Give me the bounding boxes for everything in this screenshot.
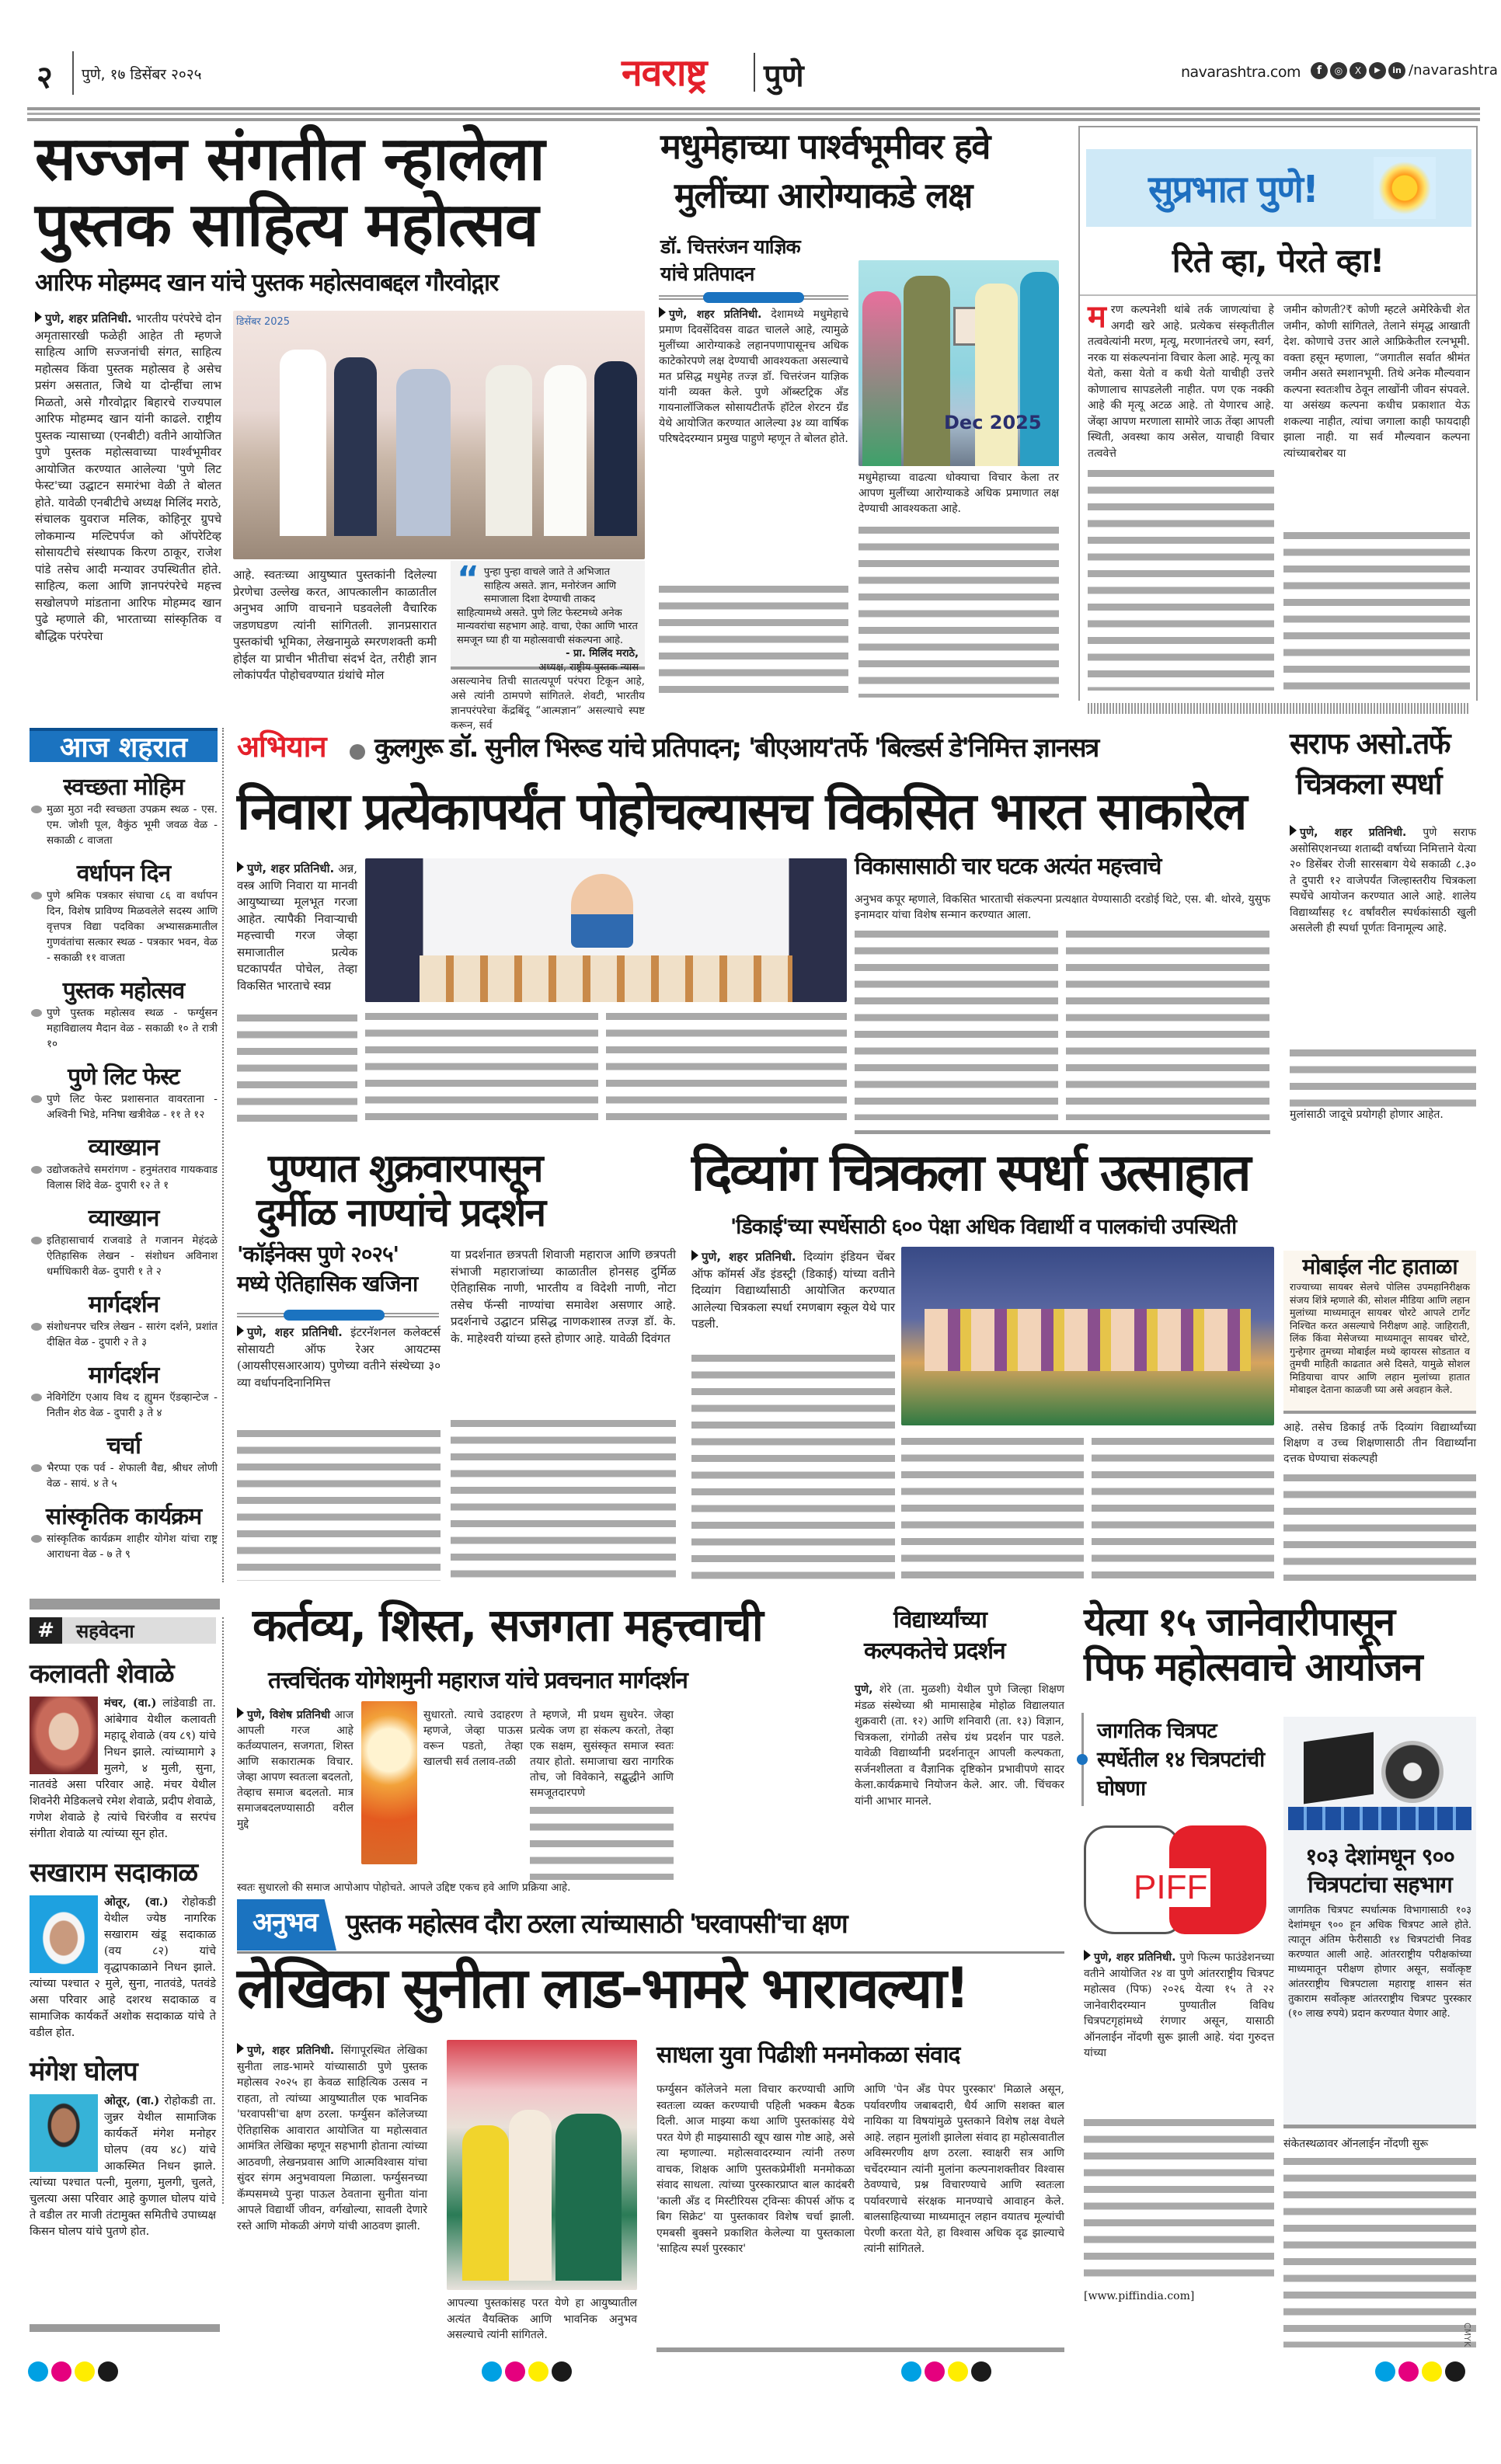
social-icons [1311,62,1405,79]
website-link[interactable]: navarashtra.com [1181,64,1301,81]
lead-headline-2[interactable]: पुस्तक साहित्य महोत्सव [35,190,538,260]
divyang-headline[interactable]: दिव्यांग चित्रकला स्पर्धा उत्साहात [691,1143,1249,1202]
diabetes-byline-2: यांचे प्रतिपादन [660,263,754,285]
body-text: इंटरनॅशनल कलेक्टर्स सोसायटी ऑफ रेअर आयटम्स (आयसीएसआरआय) पुणेच्या वतीने संस्थेच्या ३० व्या वर्धापनदिनानिमित्त [237,1325,441,1390]
obituary-text: लांडेवाडी ता. आंबेगाव येथील कलावती महादू शेवाळे (वय ८९) यांचे निधन झाले. त्यांच्यामागे ३ मुलगे, ४ मुली, सुना, नातवंडे असा परिवार आहे. मंचर येथील शिवनेरी मेडिकलचे रमेश शेवाळे, प्रदीप शेवाळे, गणेश शेवाळे हे त्यांचे चिरंजीव व सरपंच संगीता शेवाळे या त्यांच्या सून होत. [30,1697,216,1840]
duty-tail: स्वतः सुधारलो की समाज आपोआप पोहोचते. आपले उद्दिष्ट एकच हवे आणि प्रक्रिया आहे. [237,1881,571,1894]
author-headline[interactable]: लेखिका सुनीता लाड-भामरे भारावल्या! [237,1955,968,2020]
sun-icon [1374,157,1436,219]
author-kicker: पुस्तक महोत्सव दौरा ठरला त्यांच्यासाठी 'घरवापसी'चा क्षण [346,1909,847,1940]
logo[interactable]: नवराष्ट्र [622,51,707,95]
dateline: पुणे, शहर प्रतिनिधी. [247,1325,343,1339]
body-text: पुणे फिल्म फाउंडेशनच्या वतीने आयोजित २४ वा पुणे आंतरराष्ट्रीय चित्रपट महोत्सव (पिफ) २०२६ येत्या १५ ते २२ जानेवारीदरम्यान पुण्यातील विविध चित्रपटगृहांमध्ये रंगणार असून, यासाठी ऑनलाईन नोंदणी सुरू झाली आहे. यंदा गुरुदत्त यांच्या [1084,1951,1275,2059]
event-item[interactable] [30,1201,218,1279]
drop-cap: म [1088,298,1106,335]
obituary-text: रोहोकडी ता. जुन्नर येथील सामाजिक कार्यकर्ते मंगेश मनोहर घोलप (वय ४८) यांचे आकस्मित निधन झाले. त्यांच्या पश्चात पत्नी, मुलगा, मुलगी, चुलते, चुलत्या असा परिवार आहे कुणाल घोलप यांचे ते वडील तर माजी तंटामुक्त समितीचे उपाध्यक्ष किसन घोलप यांचे पुतणे होत. [30,2095,216,2238]
event-heading: वर्धापन दिन [76,860,171,887]
page-number: २ [37,60,53,96]
arrow-icon [659,307,666,318]
event-heading: मार्गदर्शन [88,1291,159,1318]
registration-marks [482,2361,575,2385]
author-photo[interactable] [447,2040,637,2290]
event-item[interactable] [30,856,218,966]
linkedin-icon[interactable]: in [1388,62,1405,79]
obituary-name: कलावती शेवाळे [30,1658,174,1690]
author-body [237,2043,427,2347]
event-item[interactable] [30,1499,218,1562]
issue-date: पुणे, १७ डिसेंबर २०२५ [82,66,202,83]
event-text: पुणे लिट फेस्ट प्रशासनात वावरताना - अश्विनी भिडे, मनिषा खत्रीवेळ - ११ ते १२ [30,1091,218,1122]
divyang-photo[interactable] [901,1247,1274,1425]
obituary-text: रोहोकडी येथील ज्येष्ठ नागरिक सखाराम खंडू सदाकाळ (वय ८२) यांचे वृद्धापकाळाने निधन झाले. त्यांच्या पश्चात २ मुले, सुना, नातवंडे, पतवंडे असा परिवार आहे दशरथ सदाकाळ व सामाजिक कार्यकर्ते अशोक सदाकाळ यांचे ते वडील होत. [30,1896,216,2039]
author-side-body-1: फर्ग्युसन कॉलेजने मला विचार करण्याची आणि स्वतःला व्यक्त करण्याची पहिली भक्कम बैठक दिली. आज माझ्या कथा आणि पुस्तकांसह येथे परत येणे ही माझ्यासाठी खूप खास गोष्ट आहे, असे त्या म्हणाल्या. महोत्सवादरम्यान त्यांनी तरुण वाचक, शिक्षक आणि पुस्तकप्रेमींशी मनमोकळा संवाद साधला. त्यांच्या पुरस्कारप्राप्त बाल कादंबरी 'काली अँड द मिस्टीरियस ट्विन्सः कीपर्स ऑफ द बिग सिक्रेट' या पुस्तकावर विशेष चर्चा झाली. एमबसी बुक्सने प्रकाशित केलेल्या या पुस्तकाला 'साहित्य स्पर्श पुरस्कार' [656,2083,855,2255]
arrow-icon [237,1325,244,1336]
duty-body-3: ते म्हणजे, मी प्रथम सुधरेन. जेव्हा प्रत्येक जण हा संकल्प करतो, तेव्हा एक सक्षम, सुसंस्कृत समाज स्वतः तयार होतो. समाजाचा खरा नागरिक तोच, जो विवेकाने, सद्बुद्धीने आणि समजूतदारपणे [530,1709,674,1799]
event-text: पुणे श्रमिक पत्रकार संघाचा ८६ वा वर्धापन दिन, विशेष प्राविण्य मिळवलेले सदस्य आणि वृत्तपत्र विद्या पदविका अभ्यासक्रमातील गुणवंतांचा सत्कार स्थळ - पत्रकार भवन, वेळ - सकाळी ११ वाजता [30,888,218,966]
dateline: पुणे, शहर प्रतिनिधी. [669,308,762,321]
event-heading: व्याख्यान [88,1205,159,1232]
section-title: सहवेदना [76,1620,134,1642]
arrow-icon [691,1250,698,1261]
box-title: मोबाईल नीट हाताळा [1302,1254,1457,1279]
suprabhat-column [1078,126,1478,701]
kicker: कुलगुरू डॉ. सुनील भिरूड यांचे प्रतिपादन; 'बीएआय'तर्फे 'बिल्डर्स डे'निमित्त ज्ञानसत्र [374,733,1099,764]
event-text: उद्योजकतेचे समरांगण - हनुमंतराव गायकवाड विलास शिंदे वेळ- दुपारी १२ ते १ [30,1162,218,1193]
registration-marks [1375,2361,1468,2385]
obituary-place: ओतूर, (वा.) [104,1895,169,1909]
event-text: इतिहासाचार्य राजवाडे ते गजानन मेहंदळे ऐतिहासिक लेखन - संशोधन अविनाश धर्माधिकारी वेळ- दुपारी १ ते २ [30,1233,218,1279]
suprabhat-title: सुप्रभात पुणे! [1148,168,1318,211]
event-heading: व्याख्यान [88,1134,159,1161]
builders-photo-caption-cols [365,1008,598,1125]
event-item[interactable] [30,1060,218,1122]
piff-body [1084,1950,1274,2113]
author-photo-caption: आपल्या पुस्तकांसह परत येणे हा आयुष्यातील अत्यंत वैयक्तिक आणि भावनिक अनुभव असल्याचे त्यांनी सांगितले. [447,2297,637,2341]
saraf-headline[interactable]: सराफ असो.तर्फे [1290,726,1450,760]
arrow-icon [35,311,42,322]
coins-headline-2[interactable]: दुर्मीळ नाण्यांचे प्रदर्शन [256,1190,545,1235]
duty-headline[interactable]: कर्तव्य, शिस्त, सजगता महत्त्वाची [252,1599,762,1651]
box-body: जागतिक चित्रपट स्पर्धात्मक विभागासाठी १०३ देशांमधून ९०० हून अधिक चित्रपट आले होते. त्यातून अंतिम फेरीसाठी १४ चित्रपटांची निवड करण्यात आली आहे. आंतरराष्ट्रीय परीक्षकांच्या माध्यमातून परीक्षण होणार असून, सर्वोत्कृष्ट आंतरराष्ट्रीय चित्रपटाला महाराष्ट्र शासन संत तुकाराम सर्वोत्कृष्ट आंतरराष्ट्रीय चित्रपट पुरस्कार (१० लाख रुपये) प्रदान करण्यात येणार आहे. [1288,1905,1471,2020]
instagram-icon[interactable]: ◎ [1330,62,1347,79]
cmyk-label: CMYK [1462,2323,1472,2347]
body-text: शेरे (ता. मुळशी) येथील पुणे जिल्हा शिक्षण मंडळ संस्थेच्या श्री मामासाहेब मोहोळ विद्यालयात शुक्रवारी (ता. १२) आणि शनिवारी (ता. १३) विज्ञान, चित्रकला, रांगोळी तसेच ग्रंथ प्रदर्शन पार पडले. यावेळी विद्यार्थ्यांनी प्रदर्शनातून आपली कल्पकता, सर्जनशीलता व वैज्ञानिक दृष्टिकोन प्रभावीपणे सादर केला.कार्यक्रमाचे नियोजन केले. आर. जी. चिंचकर यांनी आभार मानले. [855,1683,1064,1808]
builders-headline[interactable]: निवारा प्रत्येकापर्यंत पोहोचल्यासच विकसित भारत साकारेल [237,781,1245,841]
box-body: राज्याच्या सायबर सेलचे पोलिस उपमहानिरीक्षक संजय शिंत्रे म्हणाले की, सोशल मीडिया आणि लहान मुलांच्या माध्यमातून सायबर चोरटे आपले टार्गेट निश्चित करत असल्याचे निरीक्षण आहे. जाहिराती, लिंक किंवा मेसेजच्या माध्यमातून सायबर चोरटे, गुन्हेगार तुमच्या मोबाईल मध्ये व्हायरस सोडतात व तुमची माहिती काढतात असे दिसते, यामुळे सोशल मिडियाचा वापर आणि लहान मुलांच्या हातात मोबाइल देताना काळजी घ्या असे अवहान केले. [1290,1281,1470,1396]
dateline: पुणे, शहर प्रतिनिधी. [1094,1951,1176,1964]
piff-sub: जागतिक चित्रपट स्पर्धेतील १४ चित्रपटांची घोषणा [1097,1719,1265,1801]
dateline: पुणे, शहर प्रतिनिधी. [702,1250,796,1264]
divyang-body [691,1249,895,1350]
diabetes-body-2: मधुमेहाच्या वाढत्या धोक्याचा विचार केला तर आपण मुलींच्या आरोग्याकडे अधिक प्रमाणात लक्ष देण्याची आवश्यकता आहे. [858,472,1059,515]
arrow-icon [237,2043,244,2054]
event-text: पुणे पुस्तक महोत्सव स्थळ - फर्ग्युसन महाविद्यालय मैदान वेळ - सकाळी १० ते रात्री १० [30,1005,218,1052]
sidebar-title: आज शहरात [30,728,218,762]
author-side-body-2: आणि 'पेन अँड पेपर पुरस्कार' मिळाले असून, पर्यावरणीय जबाबदारी, धैर्य आणि सशक्त बाल नायिका या विषयांमुळे पुस्तकाने विशेष लक्ष वेधले आहे. लहान मुलांशी झालेला संवाद हा महोत्सवातील अविस्मरणीय क्षण ठरला. स्वाक्षरी सत्र आणि चर्चेदरम्यान त्यांनी मुलांना कल्पनाशक्तीवर विश्वास ठेवण्याचे, प्रश्न विचारण्याचे आणि स्वतःला पर्यावरणाचे संरक्षक मानण्याचे आवाहन केले. बालसाहित्याच्या माध्यमातून लहान वयातच मूल्यांची पेरणी करता येते, हा विश्वास अधिक दृढ झाल्याचे त्यांनी सांगितले. [864,2083,1064,2255]
suprabhat-bottom-rule [1088,703,1468,714]
saraf-body [1290,825,1476,1042]
coins-subhead: 'कॉईनेक्स पुणे २०२५' [237,1241,399,1267]
body-text: पुणे सराफ असोसिएशनच्या शताब्दी वर्षाच्या निमित्ताने येत्या २० डिसेंबर रोजी सारसबाग येथे सकाळी ८.३० ते दुपारी १२ वाजेपर्यंत जिल्हास्तरीय चित्रकला स्पर्धेचे आयोजन करण्यात आले आहे. शालेय विद्यार्थ्यांसह १८ वर्षांवरील स्पर्धकांसाठी खुली असलेली ही स्पर्धा पूर्णतः विनामूल्य आहे. [1290,827,1476,934]
lead-photo[interactable] [233,311,645,559]
film-reel-icon [1288,1721,1471,1838]
coins-headline[interactable]: पुण्यात शुक्रवारपासून [268,1146,542,1191]
quote-icon: “ [457,559,479,599]
diabetes-headline[interactable]: मधुमेहाच्या पार्श्वभूमीवर हवे [660,126,990,167]
obituary-name: सखाराम सदाकाळ [30,1857,198,1888]
divyang-subhead: 'डिकाई'च्या स्पर्धेसाठी ६०० पेक्षा अधिक विद्यार्थी व पालकांची उपस्थिती [730,1215,1237,1239]
builders-photo[interactable] [365,858,847,1002]
dateline: पुणे, शहर प्रतिनिधी. [247,861,335,875]
box-title: १०३ देशांमधून ९०० चित्रपटांचा सहभाग [1305,1843,1454,1898]
masthead-rule [27,107,1480,121]
lead-body-col3: असल्यानेच तिची सातत्यपूर्ण परंपरा टिकून आहे, असे त्यांनी ठामपणे सांगितले. शेवटी, भारतीय ज्ञानपरंपरेचा केंद्रबिंदू “आत्मज्ञान” असल्याचे स्पष्ट करून, सर्व [451,675,645,732]
arrow-icon [1084,1950,1091,1961]
x-icon[interactable]: X [1350,62,1367,79]
body-text: दिव्यांग इंडियन चेंबर ऑफ कॉमर्स अँड इंडस्ट्री (डिकाई) यांच्या वतीने दिव्यांग विद्यार्थ्यांसाठी आयोजित करण्यात आलेल्या चित्रकला स्पर्धा रमणबाग स्कूल येथे पार पडली. [691,1250,895,1331]
body-text: देशामध्ये मधुमेहाचे प्रमाण दिवसेंदिवस वाढत चालले आहे, त्यामुळे मुलींच्या आरोग्याकडे लहानपणापासूनच अधिक काटेकोरपणे लक्ष देण्याची आवश्यकता असल्याचे मत प्रसिद्ध मधुमेह तज्ज्ञ डॉ. चित्तरंजन याज्ञिक यांनी व्यक्त केले. पुणे ऑब्स्टट्रिक अँड गायनालॉजिकल सोसायटीतर्फे हॉटेल शेरटन ग्रँड येथे आयोजित करण्यात आलेल्या ३४ व्या वार्षिक परिषदेदरम्यान प्रमुख पाहुणे म्हणून ते बोलत होते. [659,308,849,445]
dateline: पुणे, शहर प्रतिनिधी. [247,2045,335,2057]
registration-marks [28,2361,121,2385]
event-heading: मार्गदर्शन [88,1362,159,1389]
obituary [30,1655,216,1843]
event-heading: चर्चा [106,1432,141,1460]
piff-website[interactable]: [www.piffindia.com] [1084,2290,1195,2302]
lead-headline[interactable]: सज्जन संगतीत न्हालेला [35,124,545,194]
coins-body [237,1324,441,1425]
saraf-headline-2[interactable]: चित्रकला स्पर्धा [1296,767,1441,801]
quote-text: पुन्हा पुन्हा वाचले जाते ते अभिजात साहित्य असते. ज्ञान, मनोरंजन आणि समाजाला दिशा देण्याची ताकद साहित्यामध्ये असते. पुणे लिट फेस्टमध्ये अनेक मान्यवरांचा सहभाग आहे. वाचा, ऐका आणि भारत समजून घ्या ही या महोत्सवाची संकल्पना आहे. [457,566,638,646]
divyang-body-tail: आहे. तसेच डिकाई तर्फे दिव्यांग विद्यार्थ्यांच्या शिक्षण व उच्च शिक्षणासाठी तीन विद्यार्थ्यांना दत्तक घेण्याचा संकल्पही [1283,1422,1476,1465]
suprabhat-headline[interactable]: रिते व्हा, पेरते व्हा! [1172,242,1384,280]
bullet-icon [350,744,365,760]
section-header [30,1617,216,1644]
piff-body-2: संकेतस्थळावर ऑनलाईन नोंदणी सुरू [1283,2138,1429,2150]
obituary-photo [30,1697,98,1774]
aaj-shaharat-sidebar [30,728,224,1582]
event-item[interactable] [30,770,218,848]
event-item[interactable] [30,1287,218,1350]
obituary-place: ओतूर, (वा.) [104,2094,160,2107]
event-item[interactable] [30,1358,218,1421]
body-text: सिंगापूरस्थित लेखिका सुनीता लाड-भामरे यांच्यासाठी पुणे पुस्तक महोत्सव २०२५ हा केवळ साहित्यिक उत्सव न राहता, तो त्यांच्या आयुष्यातील एक भावनिक 'घरवापसी'चा क्षण ठरला. फर्ग्युसन कॉलेजच्या ऐतिहासिक आवारात आयोजित या महोत्सवात आमंत्रित लेखिका म्हणून सहभागी होताना त्यांच्या आठवणी, लेखनप्रवास आणि आत्मविश्वास यांचा सुंदर संगम अनुभवायला मिळाला. फर्ग्युसनच्या कॅम्पसमध्ये पुन्हा पाऊल ठेवताना सुनीता यांना आपले विद्यार्थी जीवन, वर्गखोल्या, सावली देणारे रस्ते आणि मोकळी अंगणे यांची आठवण झाली. [237,2045,427,2233]
suprabhat-banner [1086,149,1471,227]
builders-side-body: अनुभव कपूर म्हणाले, विकसित भारताची संकल्पना प्रत्यक्षात येण्यासाठी दरडोई थिटे, एस. बी. थोरवे, युसुफ इनामदार यांचा विशेष सन्मान करण्यात आला. [855,893,1270,921]
arrow-icon [1290,825,1297,836]
body-text: आज आपली गरज आहे कर्तव्यपालन, सजगता, शिस्त आणि सकारात्मक विचार. जेव्हा आपण स्वतःला बदलतो, तेव्हाच समाज बदलतो. मात्र समाजबदलण्यासाठी वरील मुद्दे [237,1709,353,1830]
arrow-icon [237,861,244,872]
event-text: नेविगेटिंग एआय विथ द ह्युमन ऍडव्हान्टेज - नितीन शेठ वेळ - दुपारी ३ ते ४ [30,1390,218,1421]
dateline: पुणे, विशेष प्रतिनिधी [247,1709,331,1721]
coins-body-2: या प्रदर्शनात छत्रपती शिवाजी महाराज आणि छत्रपती संभाजी महाराजांच्या काळातील होनसह दुर्मिळ ऐतिहासिक नाणी, भारतीय व विदेशी नाणी, नोटा तसेच फॅन्सी नाण्यांचा समावेश असणार आहे. प्रदर्शनाचे उद्घाटन प्रसिद्ध नाणकशास्त्र तज्ज्ञ डॉ. के. के. माहेश्वरी यांच्या हस्ते होणार आहे. यावेळी दिवंगत [451,1248,676,1345]
suprabhat-body-2: जमीन कोणती?₹ कोणी म्हटले अमेरिकेची शेत जमीन, कोणी सांगितले, तेलाने संमृद्ध आखाती देश. कोणाचे उत्तर आले आफ्रिकेतील रत्नभूमी. वक्ता हसून म्हणाला, “जगातील सर्वात श्रीमंत जमीन असते स्मशानभूमी. तिथे अनेक मौल्यवान कल्पना स्वतःशीच ठेवून लाखोंनी जीवन संपवले. या असंख्य कल्पना कधीच प्रकाशात येऊ शकल्या नाहीत, त्यांचा जगाला काही फायदाही झाला नाही. या सर्व मौल्यवान कल्पना त्यांच्याबरोबर या [1283,304,1470,460]
event-text: मुळा मुठा नदी स्वच्छता उपक्रम स्थळ - एस. एम. जोशी पूल, वैकुंठ भूमी जवळ वेळ - सकाळी ८ वाजता [30,802,218,848]
lead-body-col2: आहे. स्वतःच्या आयुष्यात पुस्तकांनी दिलेल्या प्रेरणेचा उल्लेख करत, आपत्कालीन काळातील अनुभव आणि वाचनाने घडवलेली वैचारिक जडणघडण त्यांनी सांगितली. ज्ञानप्रसारात पुस्तकांची भूमिका, लेखनामुळे स्मरणशक्ती कमी होईल या प्राचीन भीतीचा संदर्भ देत, तरीही ज्ञान लोकांपर्यंत पोहोचवण्यात ग्रंथांचे मोल [233,568,437,682]
registration-marks [901,2361,994,2385]
diabetes-headline-2[interactable]: मुलींच्या आरोग्याकडे लक्ष [674,175,972,216]
diabetes-photo[interactable] [858,260,1059,466]
event-item[interactable] [30,973,218,1052]
piff-stats-box [1283,1717,1476,2128]
event-heading: पुणे लिट फेस्ट [68,1063,179,1091]
students-headline[interactable]: विद्यार्थ्यांच्या [893,1606,987,1634]
yogeshmuni-photo[interactable] [361,1701,417,1864]
arrow-icon [237,1707,244,1718]
edition-name: पुणे [764,58,804,94]
piff-logo-text: PIFF [1130,1868,1210,1907]
obituary-name: मंगेश घोलप [30,2056,138,2087]
obituary-photo [30,1895,98,1973]
section-tab-label: अनुभव [252,1907,318,1938]
photo-banner-text: डिसेंबर 2025 [236,316,291,328]
body-text: अन्न, वस्त्र आणि निवारा या मानवी आयुष्याच्या मूलभूत गरजा आहेत. त्यापैकी निवाऱ्याची महत्त्वाची गरज जेव्हा समाजातील प्रत्येक घटकापर्यंत पोचेल, तेव्हा विकसित भारताचे स्वप्न [237,861,357,993]
lead-subhead: आरिफ मोहम्मद खान यांचे पुस्तक महोत्सवाबद्दल गौरवोद्गार [35,269,498,297]
dateline: पुणे, शहर प्रतिनिधी. [1300,827,1407,839]
event-heading: स्वच्छता मोहिम [63,774,184,801]
author-side-heading: साधला युवा पिढीशी मनमोकळा संवाद [656,2041,960,2069]
event-text: सांस्कृतिक कार्यक्रम शाहीर योगेश यांचा राष्ट्र आराधना वेळ - ७ ते ९ [30,1531,218,1562]
dateline: पुणे, शहर प्रतिनिधी. [45,311,132,325]
duty-subhead: तत्त्वचिंतक योगेशमुनी महाराज यांचे प्रवचनात मार्गदर्शन [268,1667,688,1694]
youtube-icon[interactable]: ▶ [1369,62,1386,79]
students-headline-2[interactable]: कल्पकतेचे प्रदर्शन [864,1637,1005,1665]
event-item[interactable] [30,1429,218,1491]
event-item[interactable] [30,1130,218,1193]
social-handle[interactable]: /navarashtra [1409,62,1498,78]
mobile-safety-box [1283,1251,1476,1414]
diabetes-byline: डॉ. चित्तरंजन याज्ञिक [660,235,800,258]
pull-quote [451,559,645,673]
saraf-tail: मुलांसाठी जादूचे प्रयोगही होणार आहेत. [1290,1108,1444,1121]
event-text: संशोधनपर चरित्र लेखन - सारंग दर्शने, प्रशांत दीक्षित वेळ - दुपारी २ ते ३ [30,1319,218,1350]
event-heading: पुस्तक महोत्सव [62,977,185,1004]
body-text: भारतीय परंपरेचे दोन अमृतासारखी फळेही आहेत ती म्हणजे साहित्य आणि सज्जनांची संगत, साहित्य महोत्सव किंवा पुस्तक महोत्सव हे असेच प्रसंग असतात, जिथे या दोन्हींचा लाभ मिळतो, असे गौरवोद्गार बिहारचे राज्यपाल आरिफ मोहम्मद खान यांनी काढले. राष्ट्रीय पुस्तक न्यासाच्या (एनबीटी) वतीने आयोजित पुणे पुस्तक महोत्सवाच्या पार्श्वभूमीवर आयोजित करण्यात आलेल्या 'पुणे लिट फेस्ट'च्या उद्घाटन समारंभा वेळी ते बोलत होते. यावेळी एनबीटीचे अध्यक्ष मिलिंद मराठे, संचालक युवराज मलिक, कोहिनूर ग्रुपचे लोकमान्य मल्टिपर्पज को ऑपरेटिव्ह सोसायटीचे संस्थापक किरण ठाकूर, राजेश पांडे तसेच आदी मन्यावर उपस्थितीत होते. साहित्य, कला आणि ज्ञानपरंपरेचे महत्त्व सखोलपणे मांडताना आरिफ मोहम्मद खान पुढे म्हणाले की, भारताच्या सांस्कृतिक व बौद्धिक परंपरेचा [35,311,222,643]
event-text: भैरप्पा एक पर्व - शेफाली वैद्य, श्रीधर लोणी वेळ - सायं. ४ ते ५ [30,1460,218,1491]
quote-role: अध्यक्ष, राष्ट्रीय पुस्तक न्यास [538,661,639,673]
facebook-icon[interactable]: f [1311,62,1328,79]
dateline: पुणे, [855,1683,873,1696]
obituary [30,2052,216,2240]
obituary [30,1853,216,2041]
section-label: अभियान [237,729,326,764]
hash-icon: # [30,1617,62,1644]
duty-body [237,1707,353,1894]
body-text: रण कल्पनेशी थांबे तर्क जाणत्यांचा हे अगदी खरे आहे. प्रत्येकच संस्कृतीतील तत्ववेत्यांनी मरण, मृत्यू, मरणानंतरचे जग, स्वर्ग, नरक या संकल्पनांना विचार केला आहे. मृत्यू का येतो, कसा येतो व कधी येतो याचीही उत्तरे कोणालाच सापडलेली नाहीत. पण एक नक्की आहे की मृत्यू अटळ आहे. तो येणारच आहे. जेंव्हा आपण मरणाला सामोरे जाऊ तेंव्हा आपली स्थिती, अवस्था काय असेल, याचाही विचार तत्ववेत्ते [1088,304,1274,460]
builders-side-heading: विकासासाठी चार घटक अत्यंत महत्त्वाचे [855,853,1161,880]
students-body [855,1682,1064,1884]
coins-subhead-2: मध्ये ऐतिहासिक खजिना [237,1271,418,1296]
quote-author: - प्रा. मिलिंद मराठे, [566,648,639,660]
sahavedana-sidebar [30,1617,224,2238]
duty-body-2: सुधारतो. त्याचे उदाहरण म्हणजे, जेव्हा पाऊस वरून पडतो, तेव्हा खालची सर्व तलाव-तळी [423,1709,523,1768]
piff-headline[interactable]: येत्या १५ जानेवारीपासून [1084,1599,1395,1644]
event-heading: सांस्कृतिक कार्यक्रम [45,1503,202,1530]
photo-text: Dec 2025 [944,412,1042,433]
obituary-place: मंचर, (वा.) [104,1697,157,1710]
lead-body-col1 [35,311,221,703]
piff-logo [1084,1825,1270,1942]
obituary-photo [30,2094,98,2172]
piff-headline-2[interactable]: पिफ महोत्सवाचे आयोजन [1084,1644,1422,1690]
